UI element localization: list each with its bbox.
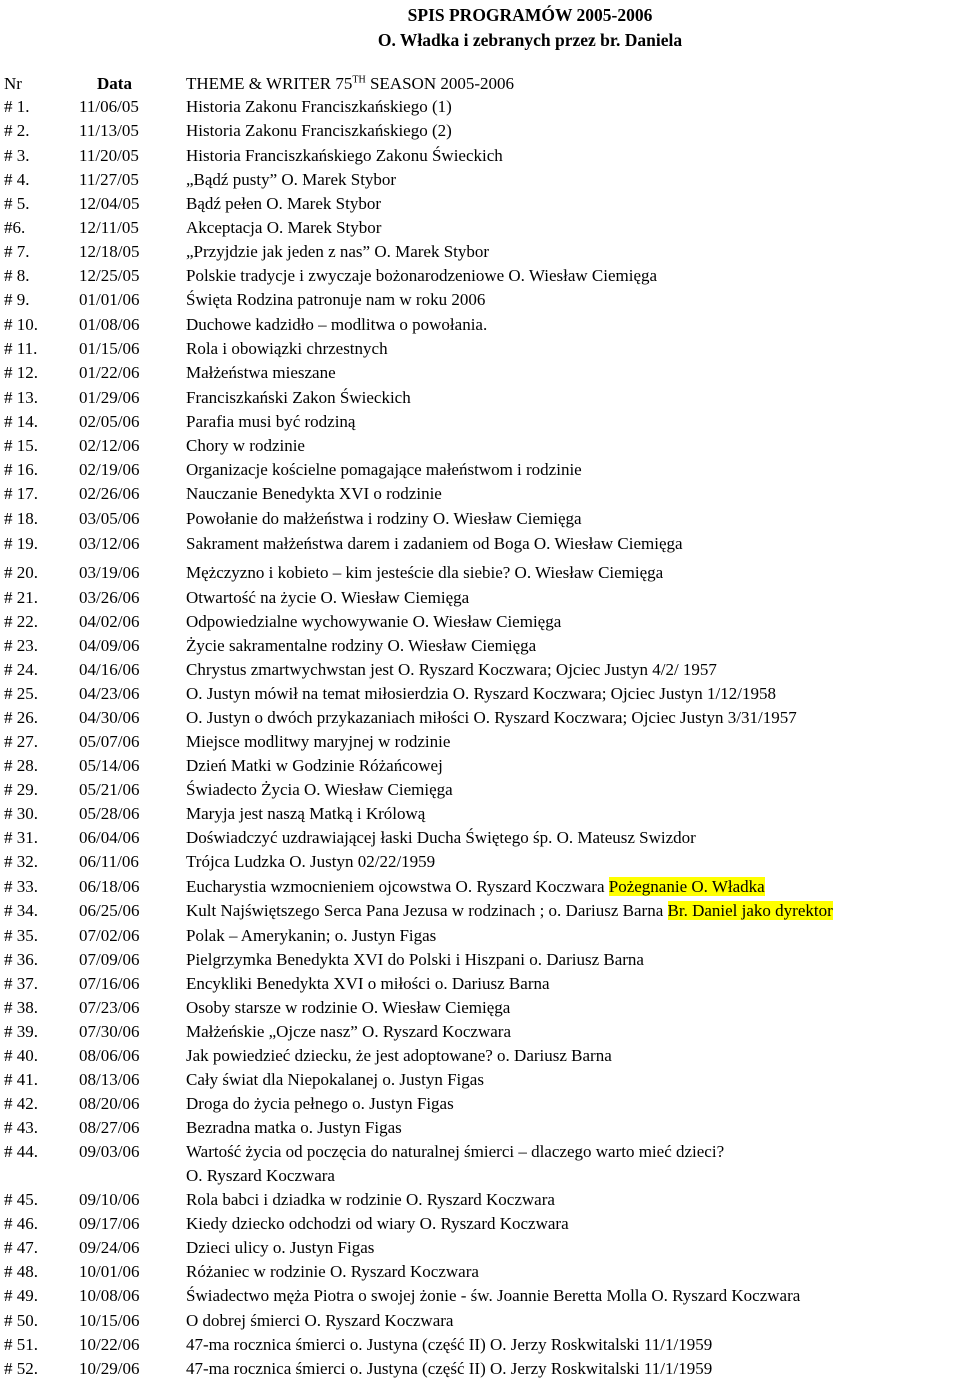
row-theme xyxy=(186,95,452,119)
row-number: # 40. xyxy=(4,1046,38,1065)
row-theme xyxy=(186,361,336,385)
row-theme xyxy=(186,1116,402,1140)
row-number: # 41. xyxy=(4,1070,38,1089)
row-date: 12/11/05 xyxy=(79,218,139,237)
row-number: # 44. xyxy=(4,1142,38,1161)
row-date: 11/13/05 xyxy=(79,121,139,140)
row-date: 11/20/05 xyxy=(79,146,139,165)
table-row xyxy=(0,1116,960,1140)
table-row xyxy=(0,1020,960,1044)
row-theme-text: Franciszkański Zakon Świeckich xyxy=(186,388,411,407)
table-row xyxy=(0,610,960,634)
row-theme xyxy=(186,1333,712,1357)
row-theme-text: 47-ma rocznica śmierci o. Justyna (część II) O. Jerzy Roskwitalski 11/1/1959 xyxy=(186,1335,713,1354)
row-date: 09/24/06 xyxy=(79,1238,140,1257)
row-date: 08/20/06 xyxy=(79,1094,140,1113)
row-date: 04/23/06 xyxy=(79,684,140,703)
row-theme-text: Świadecto Życia O. Wiesław Ciemięga xyxy=(186,780,453,799)
table-row xyxy=(0,972,960,996)
row-theme-text: Eucharystia wzmocnieniem ojcowstwa O. Ryszard Koczwara xyxy=(186,877,609,896)
row-number: # 1. xyxy=(4,97,30,116)
row-date: 01/15/06 xyxy=(79,339,140,358)
row-date: 12/04/05 xyxy=(79,194,140,213)
row-number: # 33. xyxy=(4,877,38,896)
table-row xyxy=(0,850,960,874)
table-row xyxy=(0,826,960,850)
row-date: 02/19/06 xyxy=(79,460,140,479)
row-theme-text: Kiedy dziecko odchodzi od wiary O. Ryszard Koczwara xyxy=(186,1214,569,1233)
row-theme xyxy=(186,192,381,216)
row-theme-text: Mężczyzno i kobieto – kim jesteście dla siebie? O. Wiesław Ciemięga xyxy=(186,563,664,582)
row-number: # 20. xyxy=(4,563,38,582)
row-theme-text: Miejsce modlitwy maryjnej w rodzinie xyxy=(186,732,451,751)
table-row xyxy=(0,264,960,288)
row-number: # 35. xyxy=(4,926,38,945)
row-date: 08/13/06 xyxy=(79,1070,140,1089)
table-row xyxy=(0,532,960,556)
row-number: # 4. xyxy=(4,170,30,189)
row-date: 05/07/06 xyxy=(79,732,140,751)
table-row xyxy=(0,288,960,312)
row-number: # 8. xyxy=(4,266,30,285)
row-theme xyxy=(186,561,663,585)
row-theme xyxy=(186,610,561,634)
row-theme-text: Bądź pełen O. Marek Stybor xyxy=(186,194,381,213)
row-date: 04/30/06 xyxy=(79,708,140,727)
row-theme-text: Kult Najświętszego Serca Pana Jezusa w rodzinach ; o. Dariusz Barna xyxy=(186,901,668,920)
table-row xyxy=(0,386,960,410)
header-date: Data xyxy=(97,74,132,93)
row-number: # 15. xyxy=(4,436,38,455)
row-theme-text: Małżeństwa mieszane xyxy=(186,363,336,382)
row-theme xyxy=(186,313,487,337)
row-number: # 46. xyxy=(4,1214,38,1233)
table-row xyxy=(0,337,960,361)
row-theme-text: Cały świat dla Niepokalanej o. Justyn Figas xyxy=(186,1070,484,1089)
row-number: # 18. xyxy=(4,509,38,528)
row-theme-text: Duchowe kadzidło – modlitwa o powołania. xyxy=(186,315,488,334)
row-theme-text: Droga do życia pełnego o. Justyn Figas xyxy=(186,1094,454,1113)
row-number: # 42. xyxy=(4,1094,38,1113)
table-row xyxy=(0,1044,960,1068)
row-theme-text: 47-ma rocznica śmierci o. Justyna (część II) O. Jerzy Roskwitalski 11/1/1959 xyxy=(186,1359,713,1378)
row-date: 02/05/06 xyxy=(79,412,140,431)
row-number: # 7. xyxy=(4,242,30,261)
row-theme-text: Dzieci ulicy o. Justyn Figas xyxy=(186,1238,375,1257)
row-theme-text: O. Justyn o dwóch przykazaniach miłości O. Ryszard Koczwara; Ojciec Justyn 3/31/1957 xyxy=(186,708,797,727)
row-number: # 48. xyxy=(4,1262,38,1281)
row-theme-text: Organizacje kościelne pomagające małeństwom i rodzinie xyxy=(186,460,582,479)
row-theme-text: Życie sakramentalne rodziny O. Wiesław Ciemięga xyxy=(186,636,537,655)
row-theme-continuation: O. Ryszard Koczwara xyxy=(186,1166,335,1185)
row-theme xyxy=(186,1188,555,1212)
row-theme xyxy=(186,168,396,192)
row-number: # 3. xyxy=(4,146,30,165)
row-theme-text: Chrystus zmartwychwstan jest O. Ryszard Koczwara; Ojciec Justyn 4/2/ 1957 xyxy=(186,660,717,679)
header-theme-text: THEME & WRITER 75 xyxy=(186,74,353,93)
row-theme xyxy=(186,482,442,506)
row-theme xyxy=(186,948,644,972)
row-theme xyxy=(186,1020,511,1044)
row-number: # 9. xyxy=(4,290,30,309)
row-theme-text: O. Justyn mówił na temat miłosierdzia O. Ryszard Koczwara; Ojciec Justyn 1/12/1958 xyxy=(186,684,776,703)
row-theme xyxy=(186,778,453,802)
row-theme-text: Doświadczyć uzdrawiającej łaski Ducha Świętego śp. O. Mateusz Swizdor xyxy=(186,828,696,847)
row-theme-text: Historia Zakonu Franciszkańskiego (1) xyxy=(186,97,452,116)
table-row xyxy=(0,192,960,216)
row-theme xyxy=(186,1044,612,1068)
row-theme xyxy=(186,288,485,312)
row-number: # 13. xyxy=(4,388,38,407)
row-theme xyxy=(186,216,381,240)
row-date: 10/22/06 xyxy=(79,1335,140,1354)
row-number: # 51. xyxy=(4,1335,38,1354)
table-row xyxy=(0,507,960,531)
row-theme xyxy=(186,337,388,361)
row-theme-text: Historia Franciszkańskiego Zakonu Świeckich xyxy=(186,146,503,165)
row-theme xyxy=(186,434,305,458)
row-theme xyxy=(186,1140,724,1164)
row-theme-text: Trójca Ludzka O. Justyn 02/22/1959 xyxy=(186,852,436,871)
row-date: 10/08/06 xyxy=(79,1286,140,1305)
row-theme xyxy=(186,924,436,948)
row-theme xyxy=(186,507,582,531)
header-theme-sup: TH xyxy=(352,74,366,86)
row-theme-text: Pielgrzymka Benedykta XVI do Polski i Hiszpani o. Dariusz Barna xyxy=(186,950,644,969)
row-theme-text: Nauczanie Benedykta XVI o rodzinie xyxy=(186,484,442,503)
row-theme xyxy=(186,850,435,874)
row-number: # 29. xyxy=(4,780,38,799)
row-theme xyxy=(186,458,582,482)
row-number: # 34. xyxy=(4,901,38,920)
row-theme-text: Odpowiedzialne wychowywanie O. Wiesław Ciemięga xyxy=(186,612,562,631)
row-date: 09/03/06 xyxy=(79,1142,140,1161)
row-number: # 10. xyxy=(4,315,38,334)
row-number: # 36. xyxy=(4,950,38,969)
row-number: # 5. xyxy=(4,194,30,213)
row-theme-text: Rola i obowiązki chrzestnych xyxy=(186,339,388,358)
table-row xyxy=(0,144,960,168)
row-theme xyxy=(186,1260,479,1284)
row-number: # 24. xyxy=(4,660,38,679)
table-row xyxy=(0,754,960,778)
row-number: # 37. xyxy=(4,974,38,993)
row-number: #6. xyxy=(4,218,26,237)
row-number: # 26. xyxy=(4,708,38,727)
row-date: 04/02/06 xyxy=(79,612,140,631)
row-number: # 43. xyxy=(4,1118,38,1137)
row-number: # 2. xyxy=(4,121,30,140)
row-number: # 23. xyxy=(4,636,38,655)
row-theme xyxy=(186,1212,569,1236)
table-row xyxy=(0,1092,960,1116)
row-date: 12/18/05 xyxy=(79,242,140,261)
row-date: 10/15/06 xyxy=(79,1311,140,1330)
row-theme xyxy=(186,1092,454,1116)
row-theme xyxy=(186,826,696,850)
table-row xyxy=(0,458,960,482)
row-number: # 11. xyxy=(4,339,38,358)
row-theme xyxy=(186,144,503,168)
row-number: # 31. xyxy=(4,828,38,847)
row-number: # 49. xyxy=(4,1286,38,1305)
row-number: # 22. xyxy=(4,612,38,631)
row-theme xyxy=(186,410,355,434)
table-row xyxy=(0,240,960,264)
row-date: 02/12/06 xyxy=(79,436,140,455)
row-theme xyxy=(186,264,657,288)
table-row xyxy=(0,875,960,899)
row-number: # 16. xyxy=(4,460,38,479)
table-row xyxy=(0,996,960,1020)
row-theme xyxy=(186,1068,484,1092)
table-row xyxy=(0,899,960,923)
table-row xyxy=(0,948,960,972)
row-date: 07/09/06 xyxy=(79,950,140,969)
table-row xyxy=(0,216,960,240)
row-theme-text: Osoby starsze w rodzinie O. Wiesław Ciemięga xyxy=(186,998,511,1017)
row-date: 06/04/06 xyxy=(79,828,140,847)
table-row xyxy=(0,586,960,610)
row-date: 12/25/05 xyxy=(79,266,140,285)
row-theme-text: Otwartość na życie O. Wiesław Ciemięga xyxy=(186,588,470,607)
table-row xyxy=(0,1140,960,1164)
table-row xyxy=(0,730,960,754)
row-number: # 47. xyxy=(4,1238,38,1257)
table-row xyxy=(0,1236,960,1260)
row-date: 01/01/06 xyxy=(79,290,140,309)
row-date: 07/02/06 xyxy=(79,926,140,945)
table-row xyxy=(0,168,960,192)
table-row xyxy=(0,1260,960,1284)
row-theme xyxy=(186,875,765,899)
table-row xyxy=(0,1068,960,1092)
row-theme xyxy=(186,1236,374,1260)
table-row xyxy=(0,119,960,143)
table-row xyxy=(0,658,960,682)
table-row xyxy=(0,1309,960,1333)
row-theme xyxy=(186,1284,800,1308)
row-theme-text: Wartość życia od poczęcia do naturalnej śmierci – dlaczego warto mieć dzieci? xyxy=(186,1142,725,1161)
row-date: 11/27/05 xyxy=(79,170,139,189)
row-date: 06/18/06 xyxy=(79,877,140,896)
row-date: 10/01/06 xyxy=(79,1262,140,1281)
table-row xyxy=(0,361,960,385)
row-theme-text: Bezradna matka o. Justyn Figas xyxy=(186,1118,402,1137)
table-header xyxy=(0,72,960,96)
row-date: 04/16/06 xyxy=(79,660,140,679)
row-date: 02/26/06 xyxy=(79,484,140,503)
header-theme-tail: SEASON 2005-2006 xyxy=(365,74,515,93)
table-row xyxy=(0,778,960,802)
row-theme xyxy=(186,1357,712,1381)
row-highlight: Br. Daniel jako dyrektor xyxy=(667,901,833,920)
row-number: # 17. xyxy=(4,484,38,503)
row-theme-text: „Przyjdzie jak jeden z nas” O. Marek Stybor xyxy=(186,242,490,261)
row-date: 03/05/06 xyxy=(79,509,140,528)
row-theme-text: O dobrej śmierci O. Ryszard Koczwara xyxy=(186,1311,454,1330)
row-theme-text: Chory w rodzinie xyxy=(186,436,305,455)
row-date: 01/22/06 xyxy=(79,363,140,382)
table-row xyxy=(0,1212,960,1236)
row-theme-text: Polak – Amerykanin; o. Justyn Figas xyxy=(186,926,437,945)
table-row xyxy=(0,1333,960,1357)
document-title: SPIS PROGRAMÓW 2005-2006 xyxy=(407,5,653,25)
row-number: # 39. xyxy=(4,1022,38,1041)
row-number: # 45. xyxy=(4,1190,38,1209)
row-theme-text: Encykliki Benedykta XVI o miłości o. Dariusz Barna xyxy=(186,974,550,993)
table-row xyxy=(0,434,960,458)
table-row xyxy=(0,482,960,506)
row-theme-text: Małżeńskie „Ojcze nasz” O. Ryszard Koczwara xyxy=(186,1022,511,1041)
row-theme xyxy=(186,972,550,996)
row-number: # 21. xyxy=(4,588,38,607)
row-theme-text: Jak powiedzieć dziecku, że jest adoptowane? o. Dariusz Barna xyxy=(186,1046,612,1065)
row-theme xyxy=(186,119,452,143)
row-theme-text: Powołanie do małżeństwa i rodziny O. Wiesław Ciemięga xyxy=(186,509,582,528)
table-row xyxy=(0,561,960,585)
row-date: 04/09/06 xyxy=(79,636,140,655)
row-theme-text: Historia Zakonu Franciszkańskiego (2) xyxy=(186,121,452,140)
row-theme-text: „Bądź pusty” O. Marek Stybor xyxy=(186,170,397,189)
row-theme-text: Święta Rodzina patronuje nam w roku 2006 xyxy=(186,290,486,309)
row-theme xyxy=(186,1309,453,1333)
row-theme-text: Świadectwo męża Piotra o swojej żonie - św. Joannie Beretta Molla O. Ryszard Koczwara xyxy=(186,1286,801,1305)
row-theme xyxy=(186,634,536,658)
row-theme-text: Różaniec w rodzinie O. Ryszard Koczwara xyxy=(186,1262,479,1281)
row-date: 03/26/06 xyxy=(79,588,140,607)
table-row xyxy=(0,1284,960,1308)
row-highlight: Pożegnanie O. Władka xyxy=(608,877,765,896)
row-number: # 30. xyxy=(4,804,38,823)
row-number: # 27. xyxy=(4,732,38,751)
row-date: 01/29/06 xyxy=(79,388,140,407)
header-nr: Nr xyxy=(4,74,22,93)
row-date: 05/21/06 xyxy=(79,780,140,799)
table-row xyxy=(0,1357,960,1381)
row-theme xyxy=(186,996,510,1020)
row-date: 03/12/06 xyxy=(79,534,140,553)
row-theme xyxy=(186,706,797,730)
row-number: # 52. xyxy=(4,1359,38,1378)
row-date: 08/06/06 xyxy=(79,1046,140,1065)
row-theme-text: Rola babci i dziadka w rodzinie O. Ryszard Koczwara xyxy=(186,1190,555,1209)
row-date: 01/08/06 xyxy=(79,315,140,334)
row-date: 06/25/06 xyxy=(79,901,140,920)
row-number: # 32. xyxy=(4,852,38,871)
row-theme xyxy=(186,532,683,556)
row-number: # 28. xyxy=(4,756,38,775)
row-number: # 25. xyxy=(4,684,38,703)
table-row xyxy=(0,313,960,337)
row-date: 09/10/06 xyxy=(79,1190,140,1209)
table-row xyxy=(0,682,960,706)
row-number: # 14. xyxy=(4,412,38,431)
table-row xyxy=(0,95,960,119)
row-theme-text: Polskie tradycje i zwyczaje bożonarodzeniowe O. Wiesław Ciemięga xyxy=(186,266,658,285)
row-number: # 38. xyxy=(4,998,38,1017)
row-theme-text: Parafia musi być rodziną xyxy=(186,412,356,431)
row-theme-text: Akceptacja O. Marek Stybor xyxy=(186,218,382,237)
row-theme xyxy=(186,899,833,923)
row-date: 07/30/06 xyxy=(79,1022,140,1041)
row-theme xyxy=(186,730,450,754)
table-row xyxy=(0,1188,960,1212)
row-date: 07/16/06 xyxy=(79,974,140,993)
row-date: 07/23/06 xyxy=(79,998,140,1017)
row-date: 06/11/06 xyxy=(79,852,139,871)
row-number: # 50. xyxy=(4,1311,38,1330)
row-theme xyxy=(186,658,717,682)
row-theme xyxy=(186,240,489,264)
row-date: 03/19/06 xyxy=(79,563,140,582)
row-date: 08/27/06 xyxy=(79,1118,140,1137)
table-row xyxy=(0,924,960,948)
row-number: # 12. xyxy=(4,363,38,382)
row-theme xyxy=(186,386,411,410)
table-row xyxy=(0,706,960,730)
row-theme-text: Dzień Matki w Godzinie Różańcowej xyxy=(186,756,443,775)
row-theme xyxy=(186,586,469,610)
row-theme-text: Maryja jest naszą Matką i Królową xyxy=(186,804,426,823)
row-date: 09/17/06 xyxy=(79,1214,140,1233)
table-row xyxy=(0,634,960,658)
row-date: 05/28/06 xyxy=(79,804,140,823)
row-theme xyxy=(186,802,425,826)
document-subtitle: O. Władka i zebranych przez br. Daniela xyxy=(377,30,683,50)
row-date: 05/14/06 xyxy=(79,756,140,775)
row-date: 11/06/05 xyxy=(79,97,139,116)
table-row xyxy=(0,802,960,826)
row-theme xyxy=(186,682,776,706)
row-date: 10/29/06 xyxy=(79,1359,140,1378)
row-theme xyxy=(186,754,443,778)
header-theme xyxy=(186,72,514,96)
table-row xyxy=(0,410,960,434)
row-number: # 19. xyxy=(4,534,38,553)
row-theme-text: Sakrament małżeństwa darem i zadaniem od Boga O. Wiesław Ciemięga xyxy=(186,534,683,553)
